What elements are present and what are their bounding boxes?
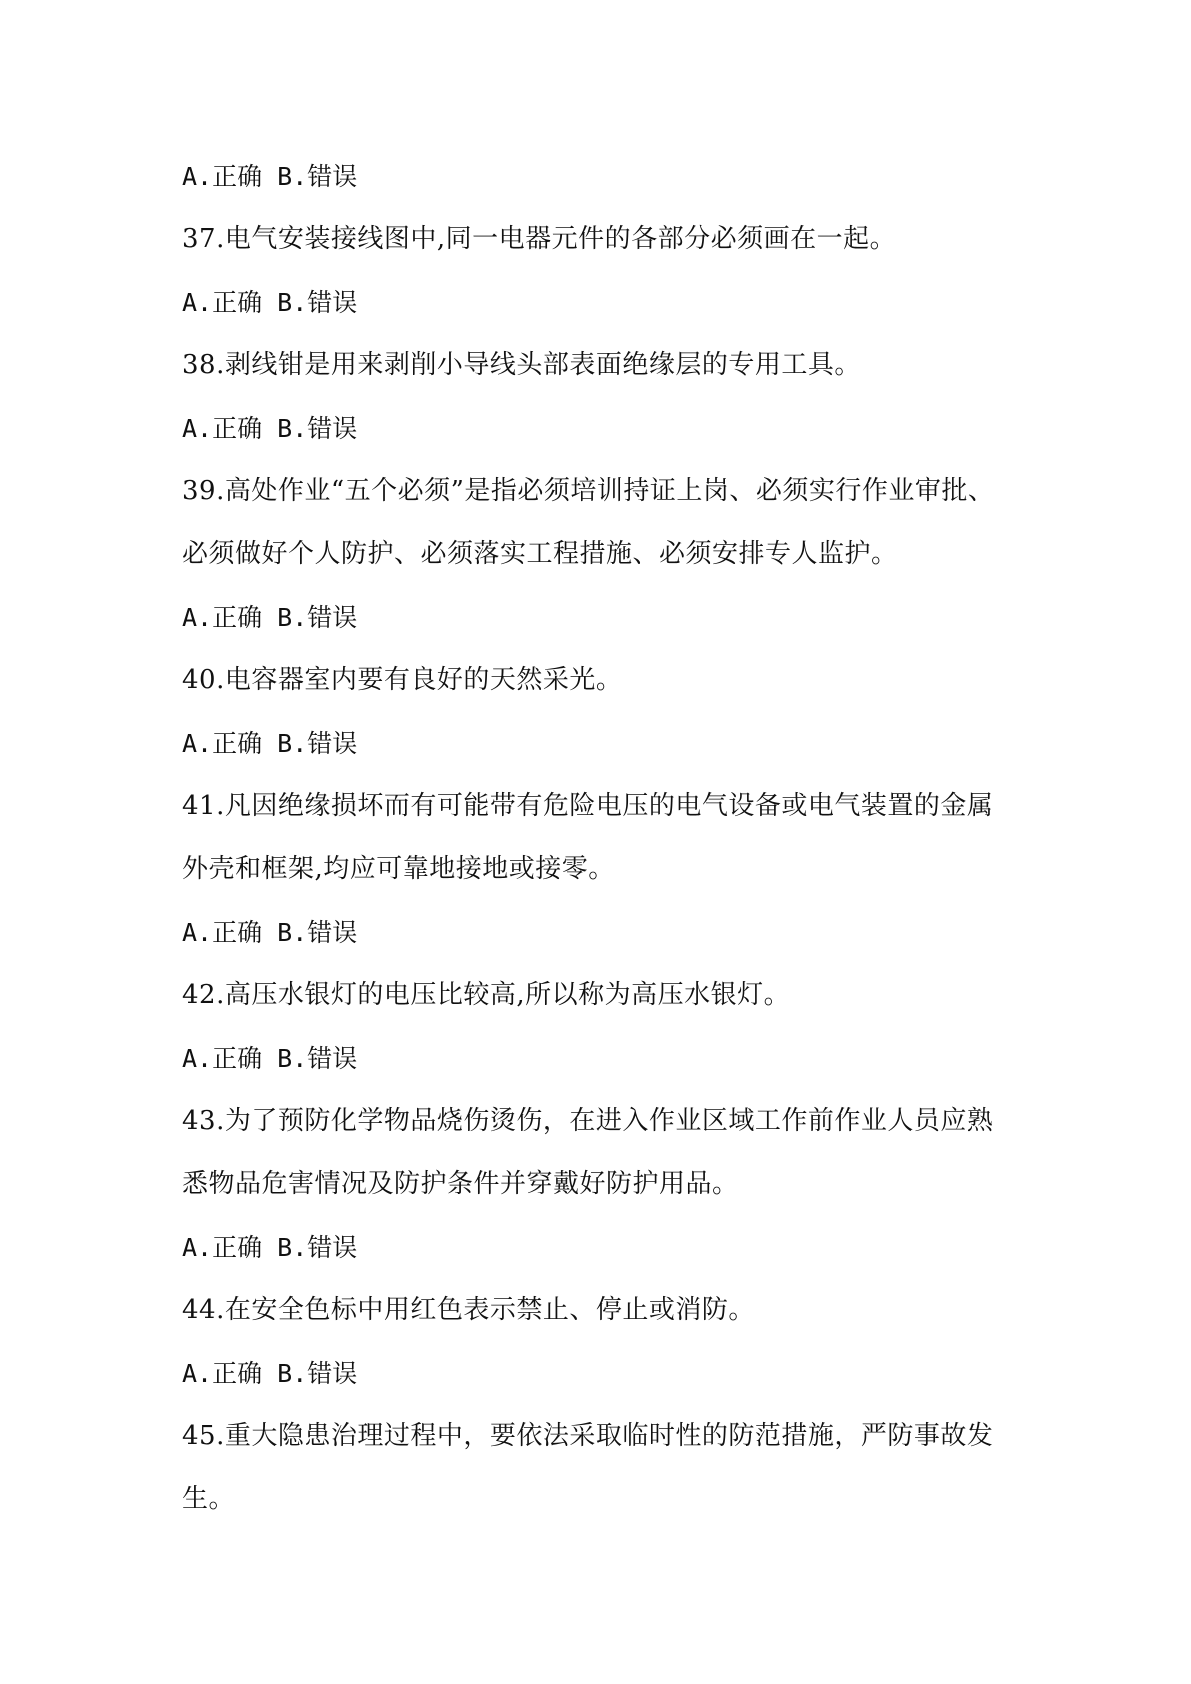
question-39-line-2: 必须做好个人防护、必须落实工程措施、必须安排专人监护。: [182, 539, 898, 569]
document-content: [182, 145, 1022, 1531]
question-37-line: 37.电气安装接线图中,同一电器元件的各部分必须画在一起。: [182, 224, 897, 254]
answer-options-line: A.正确 B.错误: [182, 918, 358, 947]
answer-options-line: A.正确 B.错误: [182, 1044, 358, 1073]
question-42-line: 42.高压水银灯的电压比较高,所以称为高压水银灯。: [182, 980, 791, 1010]
question-45-line-2: 生。: [182, 1484, 236, 1514]
answer-options-line: A.正确 B.错误: [182, 288, 358, 317]
question-40-line: 40.电容器室内要有良好的天然采光。: [182, 665, 623, 695]
answer-options-line: A.正确 B.错误: [182, 414, 358, 443]
question-44-line: 44.在安全色标中用红色表示禁止、停止或消防。: [182, 1295, 755, 1325]
answer-options-line: A.正确 B.错误: [182, 162, 358, 191]
answer-options-line: A.正确 B.错误: [182, 1359, 358, 1388]
question-41-line-1: 41.凡因绝缘损坏而有可能带有危险电压的电气设备或电气装置的金属: [182, 791, 994, 821]
question-41-line-2: 外壳和框架,均应可靠地接地或接零。: [182, 854, 615, 884]
question-39-line-1: 39.高处作业“五个必须”是指必须培训持证上岗、必须实行作业审批、: [182, 476, 995, 506]
question-43-line-1: 43.为了预防化学物品烧伤烫伤，在进入作业区域工作前作业人员应熟: [182, 1106, 994, 1136]
question-45-line-1: 45.重大隐患治理过程中，要依法采取临时性的防范措施，严防事故发: [182, 1421, 994, 1451]
question-43-line-2: 悉物品危害情况及防护条件并穿戴好防护用品。: [182, 1169, 739, 1199]
question-38-line: 38.剥线钳是用来剥削小导线头部表面绝缘层的专用工具。: [182, 350, 861, 380]
answer-options-line: A.正确 B.错误: [182, 729, 358, 758]
answer-options-line: A.正确 B.错误: [182, 1233, 358, 1262]
answer-options-line: A.正确 B.错误: [182, 603, 358, 632]
